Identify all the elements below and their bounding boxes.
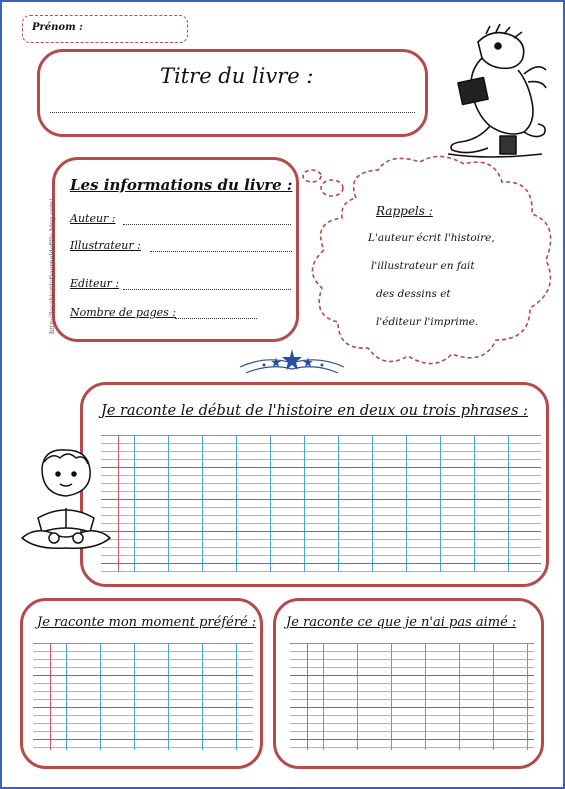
side-url: http://lecahierdefjournaldefille.blog.com/	[48, 198, 56, 334]
story-box	[80, 382, 549, 587]
pages-field[interactable]	[175, 318, 257, 319]
reminder-line-4: l'éditeur l'imprime.	[376, 316, 479, 328]
disliked-heading: Je raconte ce que je n'ai pas aimé :	[286, 615, 517, 630]
prenom-box	[22, 15, 188, 43]
child-reading-book-icon	[16, 446, 116, 558]
title-label: Titre du livre :	[160, 64, 314, 88]
favorite-heading: Je raconte mon moment préféré :	[37, 615, 257, 630]
prenom-label: Prénom :	[32, 22, 83, 33]
reminder-heading: Rappels :	[376, 204, 433, 218]
info-box	[52, 157, 299, 342]
favorite-writing-area[interactable]	[33, 643, 253, 750]
disliked-box	[273, 598, 544, 769]
pages-label: Nombre de pages :	[70, 306, 177, 319]
editor-label: Editeur :	[70, 277, 120, 290]
disliked-writing-area[interactable]	[290, 643, 534, 750]
illustrator-field[interactable]	[150, 251, 292, 252]
story-writing-area[interactable]	[101, 435, 541, 572]
title-box	[37, 49, 428, 137]
title-field[interactable]	[50, 112, 415, 113]
reminder-line-2: l'illustrateur en fait	[371, 260, 475, 272]
dragon-reading-book-icon	[438, 22, 550, 162]
reminder-line-3: des dessins et	[376, 288, 451, 300]
editor-field[interactable]	[123, 289, 291, 290]
stars-ornament-icon	[236, 345, 348, 379]
reminder-cloud	[298, 150, 560, 375]
author-label: Auteur :	[70, 212, 116, 225]
illustrator-label: Illustrateur :	[70, 239, 141, 252]
story-heading: Je raconte le début de l'histoire en deux ou trois phrases :	[101, 403, 528, 419]
favorite-box	[20, 598, 263, 769]
author-field[interactable]	[123, 224, 291, 225]
reminder-line-1: L'auteur écrit l'histoire,	[368, 232, 495, 244]
info-heading: Les informations du livre :	[70, 176, 293, 194]
